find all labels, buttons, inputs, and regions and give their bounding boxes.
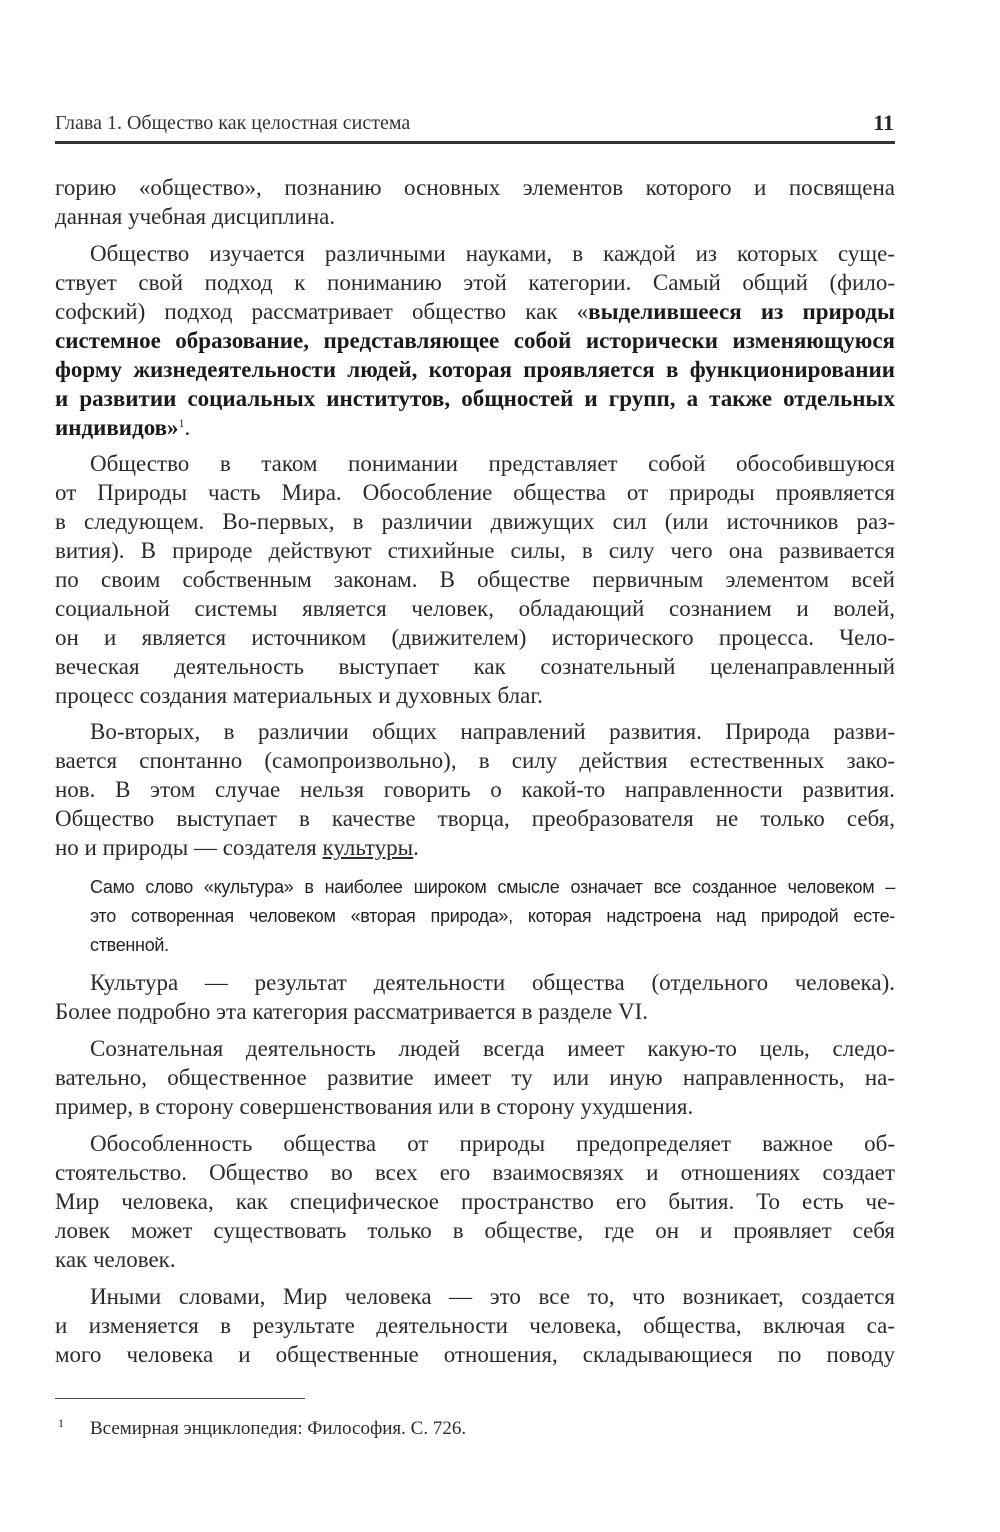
text-span: софский) подход рассматривает общество как « — [55, 299, 589, 324]
text-span: и изменяется в результате деятельности человека, общества, включая са- — [55, 1313, 895, 1338]
page-number: 11 — [873, 110, 894, 135]
text-line — [55, 1158, 895, 1187]
text-line — [55, 1187, 895, 1216]
text-span: выделившееся из природы — [588, 299, 896, 324]
text-span: системное образование, представляющее собой исторически изменяющуюся — [55, 328, 895, 353]
text-span: нов. В этом случае нельзя говорить о какой-то направленности развития. — [55, 777, 895, 802]
text-span: Общество выступает в качестве творца, преобразователя не только себя, — [55, 806, 895, 831]
text-span: процесс создания материальных и духовных благ. — [55, 683, 543, 708]
text-span: по своим собственным законам. В обществе первичным элементом всей — [55, 567, 895, 592]
text-line — [90, 1129, 895, 1158]
text-line — [90, 1034, 895, 1063]
text-span: Культура — результат деятельности общества (отдельного человека). — [90, 970, 895, 995]
text-span: социальной системы является человек, обладающий сознанием и волей, — [55, 596, 895, 621]
text-line — [55, 623, 895, 652]
text-span: и развитии социальных институтов, общностей и групп, а также отдельных — [55, 386, 895, 411]
text-span: мого человека и общественные отношения, складывающиеся по поводу — [55, 1342, 895, 1367]
text-line — [55, 507, 895, 536]
footnote-mark: 1 — [58, 1416, 64, 1430]
text-span: Общество изучается различными науками, в каждой из которых суще- — [90, 241, 895, 266]
footnote-rule — [55, 1398, 305, 1399]
text-span: Во-вторых, в различии общих направлений развития. Природа разви- — [90, 719, 895, 744]
text-span: данная учебная дисциплина. — [55, 204, 336, 229]
text-line — [55, 268, 895, 297]
text-span: в следующем. Во-первых, в различии движущих сил (или источников раз- — [55, 509, 895, 534]
text-line — [55, 413, 895, 442]
text-line — [55, 804, 895, 833]
text-line — [55, 565, 895, 594]
text-line — [90, 239, 895, 268]
text-line — [55, 355, 895, 384]
text-line — [55, 384, 895, 413]
text-span: стоятельство. Общество во всех его взаимосвязях и отношениях создает — [55, 1160, 895, 1185]
text-line — [55, 1216, 895, 1245]
text-span: Обособленность общества от природы предопределяет важное об- — [90, 1131, 895, 1156]
text-span: как человек. — [55, 1247, 176, 1272]
text-line — [55, 478, 895, 507]
text-line — [90, 902, 895, 931]
text-line — [55, 652, 895, 681]
text-span: пример, в сторону совершенствования или в сторону ухудшения. — [55, 1094, 694, 1119]
text-line — [55, 297, 895, 326]
text-span: ствует свой подход к пониманию этой категории. Самый общий (фило- — [55, 270, 895, 295]
text-span: индивидов» — [55, 415, 179, 440]
text-line — [90, 449, 895, 478]
footnote-text: Всемирная энциклопедия: Философия. С. 726. — [90, 1418, 467, 1439]
text-line — [55, 681, 895, 710]
header-rule — [55, 141, 895, 144]
footnote-ref: 1 — [178, 416, 185, 430]
text-line — [55, 1311, 895, 1340]
chapter-title: Глава 1. Общество как целостная система — [55, 112, 411, 134]
text-span: Сознательная деятельность людей всегда имеет какую-то цель, следо- — [90, 1036, 895, 1061]
text-span: Более подробно эта категория рассматривается в разделе VI. — [55, 999, 648, 1024]
text-span: Само слово «культура» в наиболее широком смысле означает все созданное человеком – — [90, 877, 895, 897]
text-span: вательно, общественное развитие имеет ту или иную направленность, на- — [55, 1065, 895, 1090]
text-line — [55, 1245, 895, 1274]
text-span: горию «общество», познанию основных элементов которого и посвящена — [55, 175, 895, 200]
text-span: . — [184, 415, 191, 440]
text-span: форму жизнедеятельности людей, которая проявляется в функционировании — [55, 357, 895, 382]
text-line — [90, 1282, 895, 1311]
text-span: от Природы часть Мира. Обособление общества от природы проявляется — [55, 480, 895, 505]
text-span: Иными словами, Мир человека — это все то, что возникает, создается — [90, 1284, 895, 1309]
text-line — [55, 746, 895, 775]
text-line — [55, 1340, 895, 1369]
text-span: вития). В природе действуют стихийные силы, в силу чего она развивается — [55, 538, 895, 563]
term-link: культуры — [322, 835, 414, 860]
text-line — [90, 873, 895, 902]
text-line — [55, 536, 895, 565]
text-span: но и природы — создателя — [55, 835, 323, 860]
text-line — [90, 968, 895, 997]
text-span: это сотворенная человеком «вторая природа», которая надстроена над природой есте- — [90, 906, 895, 926]
text-line — [55, 1063, 895, 1092]
text-line — [55, 775, 895, 804]
text-span: ственной. — [90, 935, 169, 955]
text-line — [55, 833, 895, 862]
text-span: Общество в таком понимании представляет собой обособившуюся — [90, 451, 895, 476]
text-span: ловек может существовать только в обществе, где он и проявляет себя — [55, 1218, 895, 1243]
text-span: он и является источником (движителем) исторического процесса. Чело- — [55, 625, 895, 650]
text-line — [55, 997, 895, 1026]
text-line — [55, 326, 895, 355]
text-line — [55, 173, 895, 202]
text-line — [90, 931, 895, 960]
text-line — [90, 717, 895, 746]
text-line — [55, 202, 895, 231]
text-span: . — [413, 835, 419, 860]
text-span: Мир человека, как специфическое пространство его бытия. То есть че- — [55, 1189, 895, 1214]
text-line — [55, 594, 895, 623]
text-span: вается спонтанно (самопроизвольно), в силу действия естественных зако- — [55, 748, 895, 773]
text-span: веческая деятельность выступает как сознательный целенаправленный — [55, 654, 895, 679]
text-line — [55, 1092, 895, 1121]
